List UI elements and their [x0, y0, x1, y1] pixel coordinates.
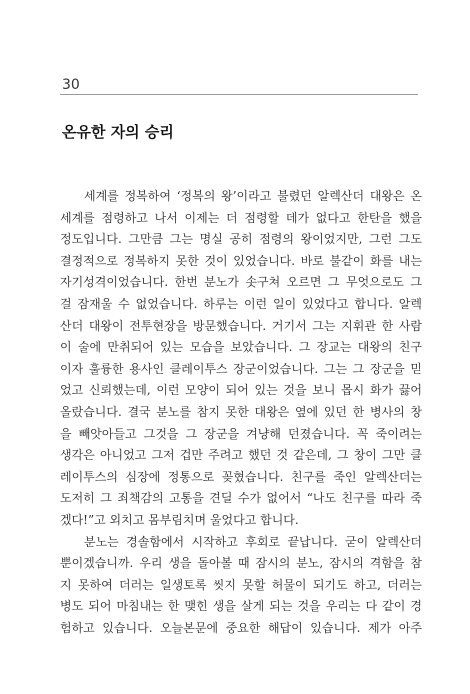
text-line: 이 술에 만취되어 있는 모습을 보았습니다. 그 장교는 대왕의 친구	[60, 340, 422, 355]
text-line: 자기성격이었습니다. 한번 분노가 솟구쳐 오르면 그 무엇으로도 그	[60, 275, 422, 290]
text-line: 세계를 정복하여 ‘정복의 왕’이라고 불렸던 알렉산더 대왕은 온	[84, 189, 422, 203]
text-line: 분노는 경솔함에서 시작하고 후회로 끝납니다. 굳이 알렉산더	[84, 534, 422, 549]
chapter-title: 온유한 자의 승리	[62, 123, 174, 141]
text-line: 걸 잠재울 수 없었습니다. 하루는 이런 일이 있었다고 합니다. 알렉	[60, 296, 422, 311]
text-line: 세계를 점령하고 나서 이제는 더 점령할 데가 없다고 한탄을 했을	[60, 210, 422, 225]
text-line: 산더 대왕이 전투현장을 방문했습니다. 거기서 그는 지휘관 한 사람	[60, 318, 422, 333]
text-line: 생각은 아니었고 그저 겁만 주려고 했던 것 같은데, 그 창이 그만 클	[60, 448, 422, 463]
text-line: 도저히 그 죄책감의 고통을 견딜 수가 없어서 “나도 친구를 따라 죽	[60, 491, 422, 506]
text-line: 결정적으로 정복하지 못한 것이 있었습니다. 바로 불같이 화를 내는	[60, 253, 422, 268]
text-line: 뿐이겠습니까. 우리 생을 돌아볼 때 잠시의 분노, 잠시의 격함을 참	[60, 556, 422, 571]
text-line: 험하고 있습니다. 오늘본문에 중요한 해답이 있습니다. 제가 아주	[60, 620, 422, 635]
header-rule	[60, 94, 418, 95]
text-line: 올랐습니다. 결국 분노를 참지 못한 대왕은 옆에 있던 한 병사의 창	[60, 404, 422, 419]
text-line: 지 못하여 더러는 일생토록 씻지 못할 허물이 되기도 하고, 더러는	[60, 577, 422, 592]
text-line: 이자 훌륭한 용사인 클레이투스 장군이었습니다. 그는 그 장군을 믿	[60, 361, 422, 376]
text-line: 겠다!”고 외치고 몸부림치며 울었다고 합니다.	[60, 512, 299, 527]
body-text	[60, 186, 422, 639]
text-line: 었고 신뢰했는데, 이런 모양이 되어 있는 것을 보니 몹시 화가 끓어	[60, 383, 422, 398]
text-line: 레이투스의 심장에 정통으로 꽂혔습니다. 친구를 죽인 알렉산더는	[60, 469, 422, 484]
text-line: 정도입니다. 그만큼 그는 명실 공히 점령의 왕이었지만, 그런 그도	[60, 232, 422, 247]
text-line: 을 빼앗아들고 그것을 그 장군을 겨냥해 던졌습니다. 꼭 죽이려는	[60, 426, 422, 441]
text-line: 병도 되어 마침내는 한 맺힌 생을 살게 되는 것을 우리는 다 같이 경	[60, 599, 422, 614]
page-number: 30	[62, 77, 80, 93]
